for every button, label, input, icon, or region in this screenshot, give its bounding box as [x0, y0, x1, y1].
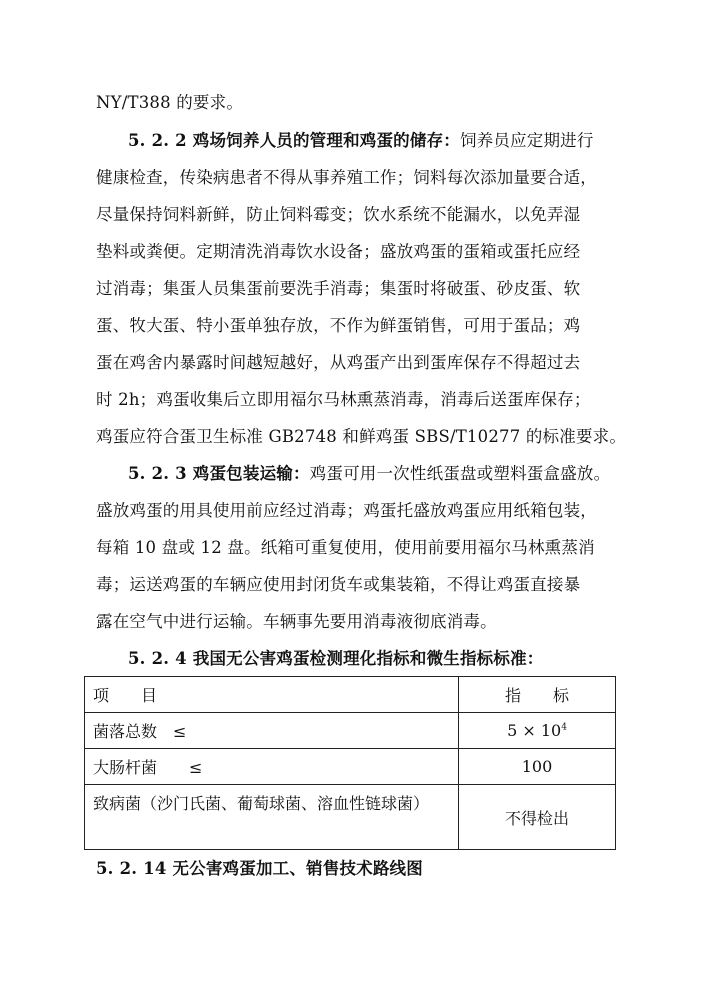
section-5-2-14-heading: 5. 2. 14 无公害鸡蛋加工、销售技术路线图	[96, 859, 423, 878]
paragraph-line: 垫料或粪便。定期清洗消毒饮水设备；盛放鸡蛋的蛋箱或蛋托应经	[96, 242, 581, 261]
section-heading: 5. 2. 3 鸡蛋包装运输：	[128, 464, 310, 483]
value-exponent: 4	[561, 722, 567, 733]
row-value: 不得检出	[459, 785, 616, 850]
paragraph-line: 毒；运送鸡蛋的车辆应使用封闭货车或集装箱，不得让鸡蛋直接暴	[96, 575, 581, 594]
header-index: 指 标	[459, 677, 616, 713]
paragraph-line: 健康检查，传染病患者不得从事养殖工作；饲料每次添加量要合适，	[96, 168, 597, 187]
row-value: 100	[459, 749, 616, 785]
paragraph-line: 每箱 10 盘或 12 盘。纸箱可重复使用，使用前要用福尔马林熏蒸消	[96, 538, 595, 557]
paragraph-line: 时 2h；鸡蛋收集后立即用福尔马林熏蒸消毒，消毒后送蛋库保存；	[96, 390, 591, 409]
paragraph-line: 露在空气中进行运输。车辆事先要用消毒液彻底消毒。	[96, 612, 497, 631]
section-text: 鸡蛋可用一次性纸蛋盘或塑料蛋盒盛放。	[309, 464, 611, 483]
section-5-2-4-heading: 5. 2. 4 我国无公害鸡蛋检测理化指标和微生指标标准：	[128, 649, 544, 668]
section-text: 饲养员应定期进行	[459, 131, 594, 150]
paragraph-line: 过消毒；集蛋人员集蛋前要洗手消毒；集蛋时将破蛋、砂皮蛋、软	[96, 279, 581, 298]
standards-table	[84, 676, 616, 850]
row-value	[459, 713, 616, 749]
table-row	[85, 785, 616, 850]
section-5-2-2	[128, 130, 620, 152]
paragraph-line: 蛋在鸡舍内暴露时间越短越好，从鸡蛋产出到蛋库保存不得超过去	[96, 353, 581, 372]
value-base: 5 × 10	[507, 721, 562, 740]
paragraph-line: 鸡蛋应符合蛋卫生标准 GB2748 和鲜鸡蛋 SBS/T10277 的标准要求。	[96, 427, 627, 446]
table-header-row	[85, 677, 616, 713]
header-item: 项 目	[85, 677, 459, 713]
section-5-2-3	[128, 463, 620, 485]
paragraph-line: 蛋、牧大蛋、特小蛋单独存放，不作为鲜蛋销售，可用于蛋品；鸡	[96, 316, 581, 335]
row-item: 大肠杆菌 ≤	[85, 749, 459, 785]
table-row	[85, 749, 616, 785]
row-item: 致病菌（沙门氏菌、葡萄球菌、溶血性链球菌）	[85, 785, 459, 850]
paragraph-line: NY/T388 的要求。	[96, 93, 244, 112]
paragraph-line: 尽量保持饲料新鲜，防止饲料霉变；饮水系统不能漏水，以免弄湿	[96, 205, 581, 224]
section-heading: 5. 2. 2 鸡场饲养人员的管理和鸡蛋的储存：	[128, 131, 460, 150]
paragraph-line: 盛放鸡蛋的用具使用前应经过消毒；鸡蛋托盛放鸡蛋应用纸箱包装，	[96, 501, 597, 520]
row-item: 菌落总数 ≤	[85, 713, 459, 749]
table-row	[85, 713, 616, 749]
